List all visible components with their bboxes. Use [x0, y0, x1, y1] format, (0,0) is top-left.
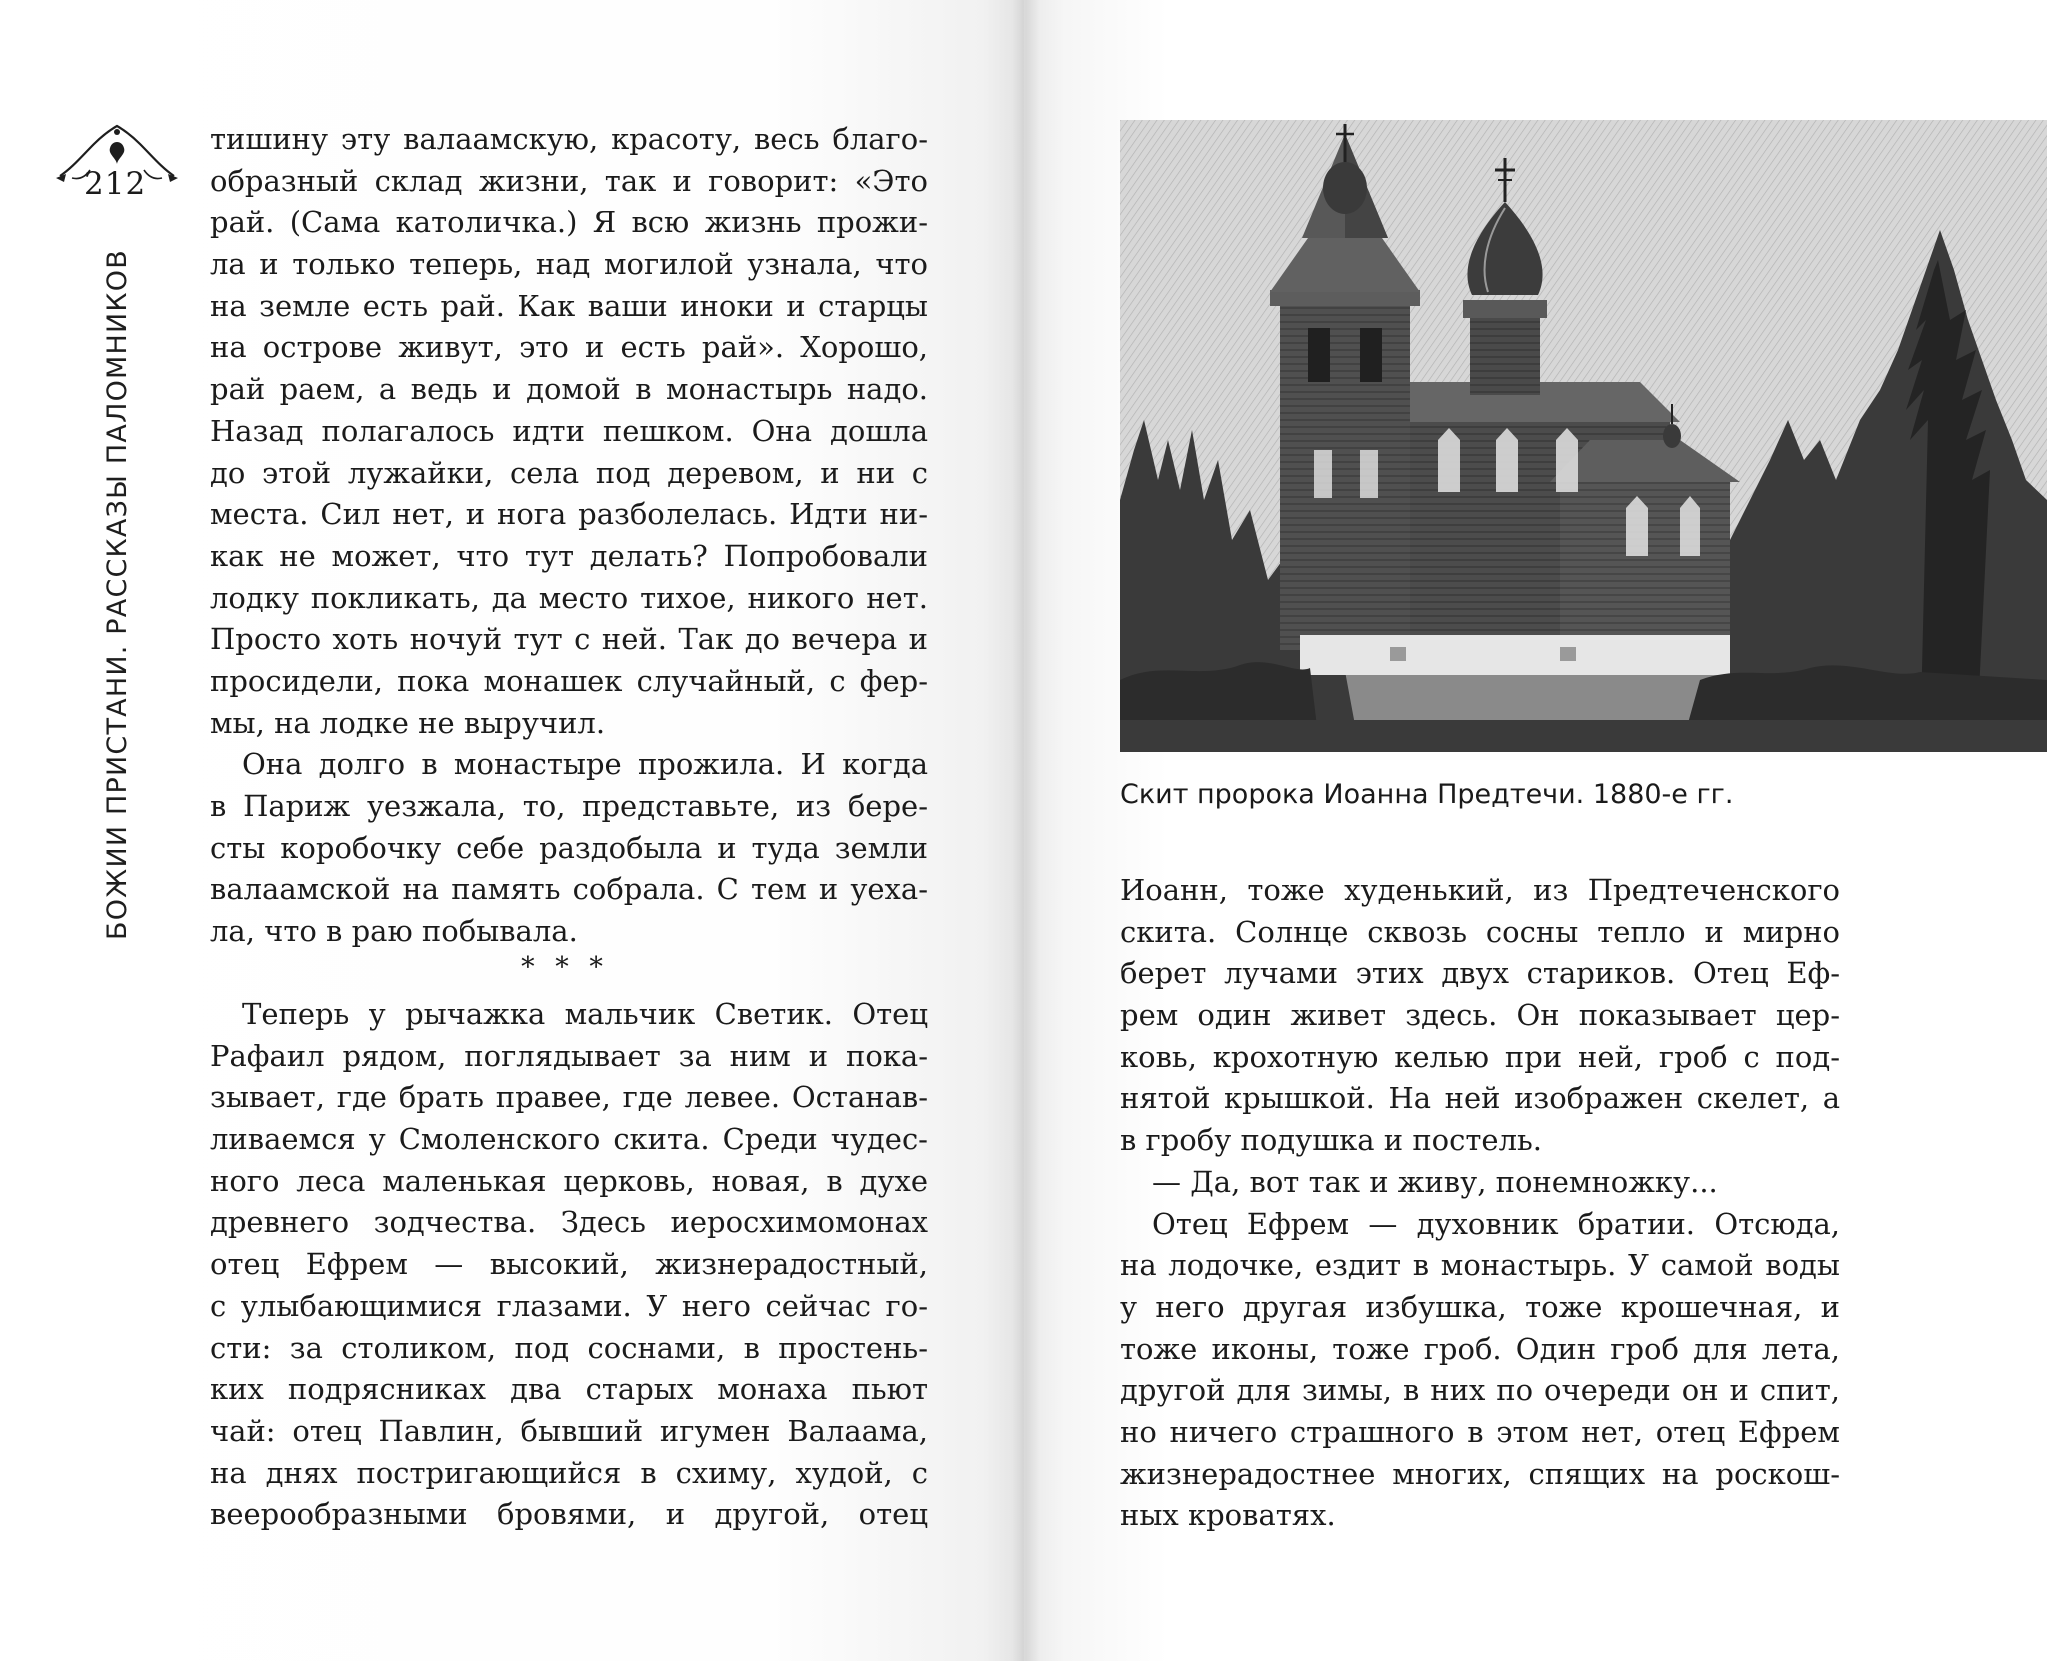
text-line: ла и только теперь, над могилой узнала, что: [210, 247, 928, 282]
text-line: ла, что в раю побывала.: [210, 914, 578, 949]
text-line: Иоанн, тоже худенький, из Предтеченского: [1120, 873, 1840, 907]
text-line: Она долго в монастыре прожила. И когда: [242, 747, 928, 782]
text-line: рай. (Сама католичка.) Я всю жизнь прожи-: [210, 205, 928, 240]
text-line: в Париж уезжала, то, представьте, из бере-: [210, 789, 928, 823]
text-line: скита. Солнце сквозь сосны тепло и мирно: [1120, 914, 1840, 949]
text-line: веерообразными бровями, и другой, отец: [210, 1497, 928, 1532]
text-line: сти: за столиком, под соснами, в простень-: [210, 1330, 928, 1365]
text-line: на лодочке, ездит в монастырь. У самой воды: [1120, 1248, 1840, 1283]
text-line: Просто хоть ночуй тут с ней. Так до вечера и: [210, 622, 928, 657]
text-line: ного леса маленькая церковь, новая, в духе: [210, 1163, 928, 1198]
text-line: тоже иконы, тоже гроб. Один гроб для лета,: [1120, 1331, 1840, 1366]
text-line: Рафаил рядом, поглядывает за ним и пока-: [210, 1038, 928, 1073]
left-text-top: [210, 119, 928, 953]
text-line: ных кроватях.: [1120, 1498, 1336, 1533]
text-line: древнего зодчества. Здесь иеросхимомонах: [210, 1205, 928, 1240]
illustration-caption: Скит пророка Иоанна Предтечи. 1880-е гг.: [1120, 779, 1734, 810]
section-separator: * * *: [521, 952, 609, 983]
text-line: нятой крышкой. На ней изображен скелет, а: [1120, 1081, 1840, 1116]
text-line: на днях постригающийся в схиму, худой, с: [210, 1455, 928, 1490]
text-line: на земле есть рай. Как ваши иноки и старцы: [210, 288, 928, 323]
text-line: берет лучами этих двух стариков. Отец Еф-: [1120, 956, 1840, 991]
text-line: с улыбающимися глазами. У него сейчас го-: [210, 1288, 928, 1323]
text-line: в гробу подушка и постель.: [1120, 1123, 1543, 1158]
text-line: до этой лужайки, села под деревом, и ни с: [210, 455, 928, 490]
text-line: сты коробочку себе раздобыла и туда земли: [210, 830, 928, 865]
text-line: Теперь у рычажка мальчик Светик. Отец: [242, 997, 928, 1031]
text-line: отец Ефрем — высокий, жизнерадостный,: [210, 1247, 928, 1282]
text-line: но ничего страшного в этом нет, отец Ефрем: [1120, 1414, 1840, 1449]
text-line: валаамской на память собрала. С тем и уеха-: [210, 872, 928, 907]
text-line: рай раем, а ведь и домой в монастырь надо.: [210, 372, 928, 407]
text-line: зывает, где брать правее, где левее. Останав-: [210, 1080, 928, 1115]
text-line: образный склад жизни, так и говорит: «Это: [210, 163, 928, 198]
text-line: рем один живет здесь. Он показывает цер-: [1120, 998, 1840, 1033]
text-line: места. Сил нет, и нога разболелась. Идти ни-: [210, 497, 928, 532]
page-number: 212: [84, 166, 147, 202]
right-text: [1120, 870, 1840, 1537]
book-gutter-shadow: [1012, 0, 1040, 1661]
church-engraving-image: [1120, 120, 2047, 752]
text-line: другой для зимы, в них по очереди он и спит,: [1120, 1373, 1840, 1408]
text-line: лодку покликать, да место тихое, никого нет.: [210, 580, 928, 615]
church-engraving: [1120, 120, 2047, 752]
text-line: просидели, пока монашек случайный, с фер-: [210, 663, 928, 698]
text-line: на острове живут, это и есть рай». Хорошо,: [210, 330, 928, 365]
text-line: жизнерадостнее многих, спящих на роскош-: [1120, 1456, 1840, 1491]
text-line: у него другая избушка, тоже крошечная, и: [1120, 1289, 1840, 1324]
text-line: Отец Ефрем — духовник братии. Отсюда,: [1152, 1206, 1840, 1241]
text-line: ковь, крохотную келью при ней, гроб с под-: [1120, 1039, 1840, 1074]
text-line: Назад полагалось идти пешком. Она дошла: [210, 413, 928, 448]
text-line: мы, на лодке не выручил.: [210, 705, 606, 740]
dialogue-line: — Да, вот так и живу, понемножку...: [1152, 1164, 1718, 1199]
running-head: БОЖИИ ПРИСТАНИ. РАССКАЗЫ ПАЛОМНИКОВ: [102, 249, 133, 940]
text-line: ких подрясниках два старых монаха пьют: [210, 1372, 928, 1407]
text-line: чай: отец Павлин, бывший игумен Валаама,: [210, 1413, 928, 1448]
text-line: тишину эту валаамскую, красоту, весь благо-: [210, 122, 928, 156]
left-text-bottom: [210, 994, 928, 1536]
text-line: как не может, что тут делать? Попробовали: [210, 538, 928, 573]
text-line: ливаемся у Смоленского скита. Среди чудес-: [210, 1122, 928, 1157]
